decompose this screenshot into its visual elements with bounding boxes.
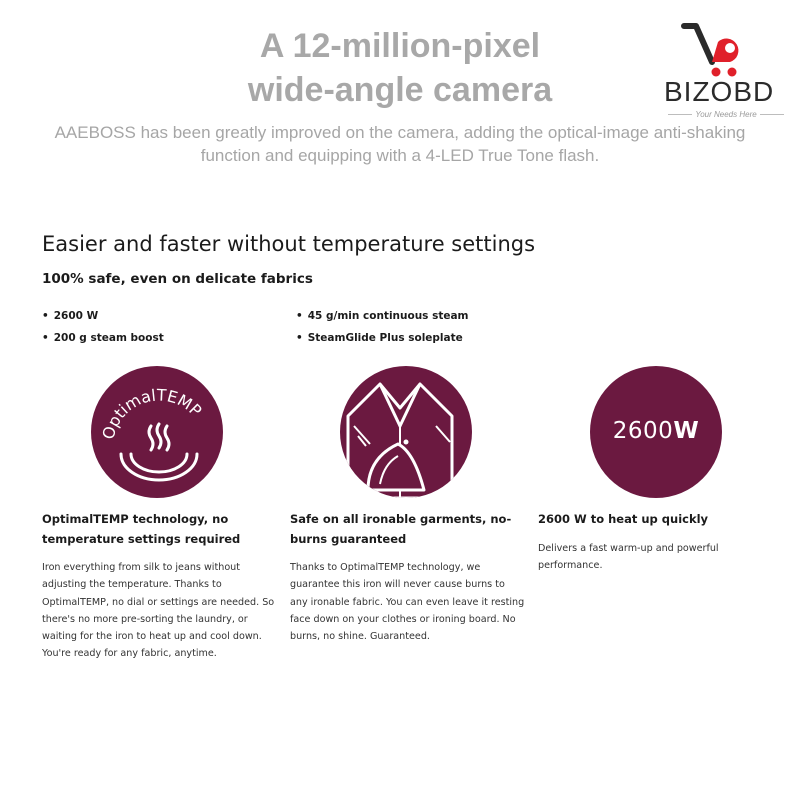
feature-title: 2600 W to heat up quickly — [538, 512, 709, 526]
feature-title: Safe on all ironable garments, no-burns guaranteed — [290, 512, 512, 546]
feature-2600w — [538, 366, 773, 574]
section-title: Easier and faster without temperature settings — [42, 232, 536, 256]
shopping-cart-icon — [678, 22, 748, 78]
banner-subtitle: AAEBOSS has been greatly improved on the camera, adding the optical-image anti-shaking function and equipping with a 4-LED True Tone flash. — [54, 123, 746, 165]
spec-item: • 200 g steam boost — [42, 327, 164, 349]
bizobd-logo — [662, 22, 792, 122]
spec-item: • 2600 W — [42, 305, 164, 327]
section-subtitle: 100% safe, even on delicate fabrics — [42, 271, 313, 287]
spec-item: • 45 g/min continuous steam — [296, 305, 469, 327]
banner-title-line2: wide-angle camera — [247, 71, 553, 109]
logo-tagline: Your Needs Here — [662, 110, 790, 119]
optimaltemp-icon — [91, 366, 223, 498]
logo-name: BIZOBD — [664, 76, 775, 107]
watt-number: 2600 — [612, 418, 674, 444]
banner-title-line1: A 12-million-pixel — [259, 27, 541, 65]
optimaltemp-badge-text: OptimalTEMP — [98, 385, 206, 442]
power-2600w-icon — [590, 366, 722, 498]
spec-list-right — [296, 305, 469, 349]
feature-body: Iron everything from silk to jeans without adjusting the temperature. Thanks to OptimalTEMP, no dial or settings are needed. So there's no more pre-sorting the laundry, or waiting for the iron to heat up and cool down. You're ready for any fabric, anytime. — [42, 562, 275, 660]
feature-body: Thanks to OptimalTEMP technology, we guarantee this iron will never cause burns to any ironable fabric. You can even leave it resting face down on your clothes or ironing board. No burns, no shine. Guaranteed. — [290, 562, 525, 643]
svg-text:OptimalTEMP — [98, 385, 205, 441]
shirt-iron-icon — [340, 366, 472, 498]
spec-item: • SteamGlide Plus soleplate — [296, 327, 469, 349]
watt-unit: W — [673, 418, 700, 444]
feature-title: OptimalTEMP technology, no temperature settings required — [42, 512, 241, 546]
spec-list-left — [42, 305, 164, 349]
feature-optimaltemp — [42, 366, 277, 663]
feature-body: Delivers a fast warm-up and powerful performance. — [538, 542, 719, 571]
feature-no-burns — [290, 366, 525, 645]
